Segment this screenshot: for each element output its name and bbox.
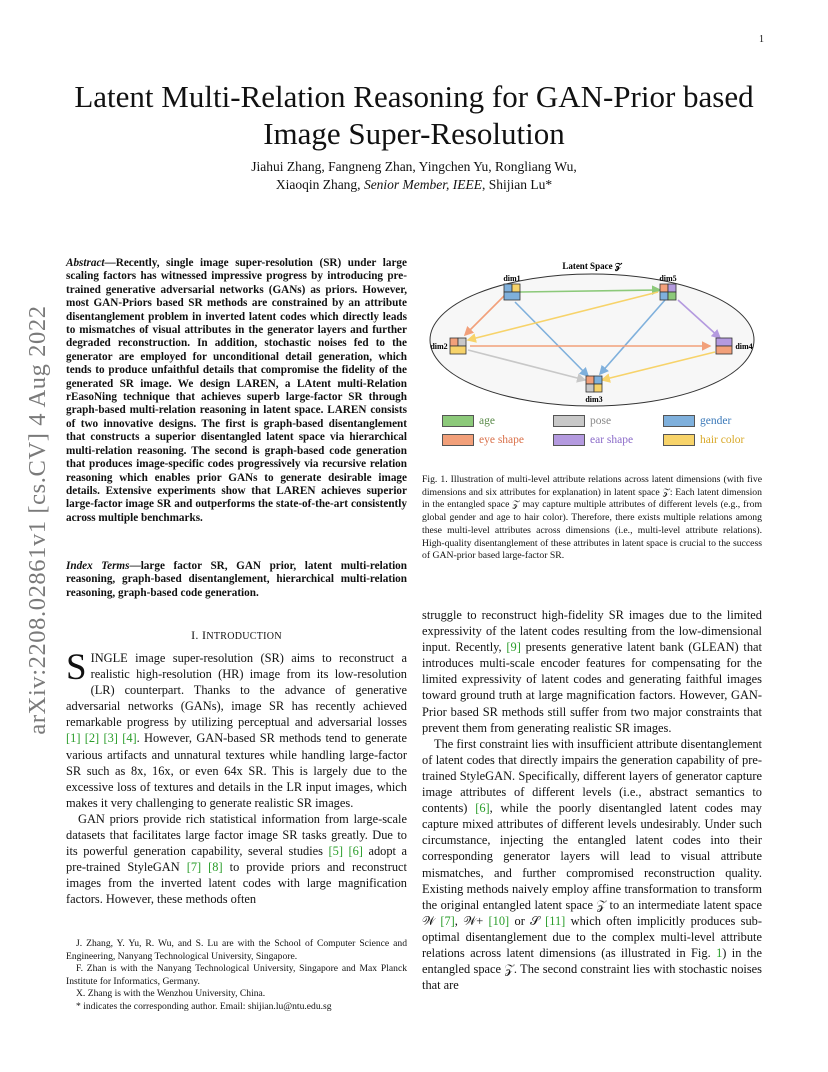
latent-space-diagram	[420, 250, 765, 410]
drop-cap: S	[66, 647, 87, 688]
footnote: X. Zhang is with the Wenzhou University, China.	[76, 988, 266, 1000]
figure-caption: Fig. 1. Illustration of multi-level attribute relations across latent dimensions (with five dimensions and six attributes for explanation) in latent space 𝒵: Each latent dimension in the entangled space 𝒵 may capture multiple attributes of different levels (e.g., from global gender and age to hair color). Therefore, there exists multiple relations among these multi-level attributes across dimensions (i.e., multi-level attribute relations). High-quality disentanglement of these attributes in latent space is crucial to the success of GAN-prior based large-factor SR.	[422, 474, 762, 562]
paper-title: Latent Multi-Relation Reasoning for GAN-Prior based Image Super-Resolution	[74, 79, 754, 151]
legend-swatch	[442, 415, 474, 427]
abstract-text: —Recently, single image super-resolution (SR) under large scaling factors has witnessed impressive progress by introducing pre-trained generative adversarial networks (GANs) as priors. However, most GAN-Priors based SR methods are constrained by an attribute disentanglement problem in inverted latent codes which directly leads to mismatches of visual attributes in the generator layers and further degraded reconstruction. In addition, stochastic noises fed to the generator are employed for unconditional detail generation, which tends to produce unfaithful details that compromise the fidelity of the generated SR image. We design LAREN, a LAtent multi-Relation rEasoNing technique that achieves superb large-factor SR through graph-based multi-relation reasoning in latent space. LAREN consists of two innovative designs. The first is graph-based disentanglement that constructs a superior disentangled latent space via hierarchical multi-relation reasoning. The second is graph-based code generation that produces image-specific codes progressively via recursive relation reasoning which enables prior GANs to generate desirable image details. Extensive experiments show that LAREN achieves superior large-factor image SR and outperforms the state-of-the-art consistently across multiple benchmarks.	[66, 257, 407, 524]
citation-link[interactable]: [9]	[506, 640, 521, 655]
dim1-label: dim1	[503, 274, 521, 283]
dim2-label: dim2	[430, 342, 448, 351]
footnote: F. Zhan is with the Nanyang Technological University, Singapore and Max Planck Institute for Informatics, Germany.	[66, 963, 407, 987]
latent-space-label: Latent Space 𝒵	[562, 261, 622, 271]
authors-line-2: Xiaoqin Zhang, Senior Member, IEEE, Shijian Lu*	[275, 177, 553, 192]
index-terms-label: Index Terms	[66, 560, 130, 572]
right-column-text	[422, 607, 762, 993]
legend-item-ear-shape: ear shape	[553, 434, 633, 446]
right-paragraph-1: struggle to reconstruct high-fidelity SR images due to the limited expressivity of the latent codes resulting from the low-dimensional input. Recently, [9] presents generative latent bank (GLEAN) that introduces multi-scale encoder features for compensating for the limited expressivity of latent codes and generating faithful images toward ground truth at large magnification factors. However, GAN-Prior based SR methods still suffer from two major constraints that prevent them from generating realistic SR images.	[422, 608, 762, 735]
legend-item-age: age	[442, 415, 495, 427]
page-number: 1	[759, 34, 764, 45]
abstract-label: Abstract	[66, 257, 105, 269]
citation-link[interactable]: [1] [2] [3] [4]	[66, 731, 137, 746]
index-terms	[66, 560, 407, 600]
authors-line-1: Jiahui Zhang, Fangneng Zhan, Yingchen Yu, Rongliang Wu,	[251, 159, 577, 174]
author-block	[40, 158, 788, 194]
dim3-node	[585, 376, 602, 404]
citation-link[interactable]: [11]	[545, 913, 566, 928]
footnotes	[66, 938, 407, 1014]
arxiv-stamp	[8, 290, 68, 750]
dim3-label: dim3	[585, 395, 603, 404]
introduction-text	[66, 647, 407, 908]
dim5-node	[659, 274, 676, 300]
citation-link[interactable]: [7]	[440, 913, 455, 928]
legend-item-gender: gender	[663, 415, 731, 427]
citation-link[interactable]: [10]	[488, 913, 510, 928]
index-terms-text: —large factor SR, GAN prior, latent multi-relation reasoning, graph-based disentanglement, hierarchical multi-relation reasoning, graph-based code generation.	[66, 560, 407, 599]
footnote: J. Zhang, Y. Yu, R. Wu, and S. Lu are with the School of Computer Science and Engineering, Nanyang Technological University, Singapore.	[66, 938, 407, 962]
abstract	[66, 257, 407, 525]
right-paragraph-2: The first constraint lies with insufficient attribute disentanglement of latent codes that directly impairs the generation capability of pre-trained StyleGAN. Specifically, different layers of generator capture image attributes of different levels (i.e., abstract semantics to contents) [6], while the poorly disentangled latent codes may capture mixed attributes of different levels undesirably. Under such circumstance, injecting the entangled latent codes into their corresponding generator layers will lead to visual attribute mismatches, and further compromised reconstruction quality. Existing methods naively employ affine transformation to transform the original entangled latent space 𝒵 to an intermediate latent space 𝒲 [7], 𝒲+ [10] or 𝒮 [11] which often implicitly produces sub-optimal disentanglement due to the complex multi-level attribute relations across latent dimensions (as illustrated in Fig. 1) in the entangled space 𝒵. The second constraint lies with stochastic noises that are	[422, 736, 762, 993]
dim5-label: dim5	[659, 274, 677, 283]
citation-link[interactable]: [7] [8]	[186, 860, 223, 875]
citation-link[interactable]: [6]	[475, 801, 490, 816]
intro-paragraph-1: SINGLE image super-resolution (SR) aims to reconstruct a realistic high-resolution (HR) image from its low-resolution (LR) counterpart. Thanks to the advance of generative adversarial networks (GANs), image SR has recently achieved remarkable progress by utilizing perceptual and adversarial losses [1] [2] [3] [4]. However, GAN-based SR methods tend to generate various artifacts and unnatural textures while handling large-factor SR such as 8x, 16x, or even 64x SR. This is largely due to the excessive loss of textures and details in the LR input images, which makes it very challenging to generate realistic SR images.	[66, 647, 407, 810]
figure-reference-link[interactable]: 1	[716, 945, 723, 960]
intro-paragraph-2: GAN priors provide rich statistical information from large-scale datasets that facilitates large factor image SR tasks greatly. Due to its powerful generation capability, several studies [5] [6] adopt a pre-trained StyleGAN [7] [8] to provide priors and reconstruct images from the inverted latent codes with large magnification factors. However, these methods often	[66, 811, 407, 907]
footnote: * indicates the corresponding author. Email: shijian.lu@ntu.edu.sg	[76, 1000, 332, 1012]
arxiv-id: arXiv:2208.02861v1 [cs.CV] 4 Aug 2022	[24, 305, 51, 735]
legend-item-hair-color: hair color	[663, 434, 744, 446]
legend-item-pose: pose	[553, 415, 611, 427]
dim4-label: dim4	[735, 342, 753, 351]
citation-link[interactable]: [5] [6]	[328, 844, 363, 859]
dim1-node	[503, 274, 520, 300]
section-heading: I. INTRODUCTION	[191, 628, 282, 642]
legend-item-eye-shape: eye shape	[442, 434, 524, 446]
figure-legend	[425, 410, 763, 454]
